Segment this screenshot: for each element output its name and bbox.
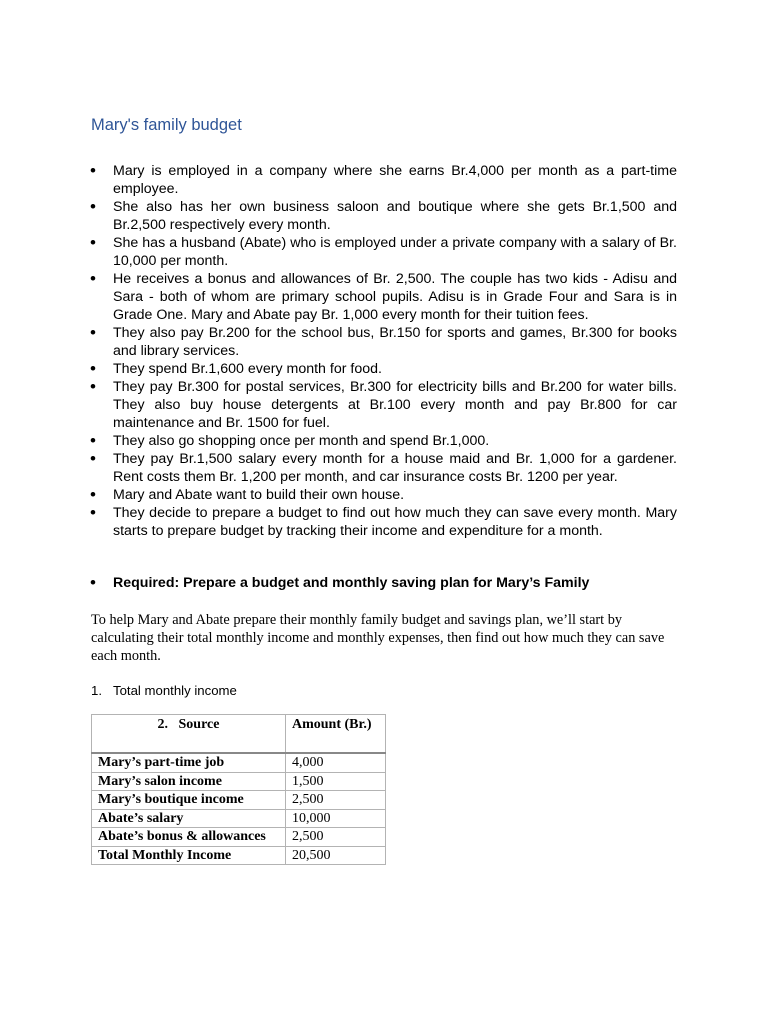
source-column-header: [92, 715, 286, 754]
income-source: Abate’s salary: [92, 809, 286, 828]
section-title: Total monthly income: [113, 683, 237, 698]
bullet-item: • She also has her own business saloon and boutique where she gets Br.1,500 and Br.2,500 respectively every month.: [113, 198, 677, 234]
income-source: Mary’s part-time job: [92, 753, 286, 772]
bullet-item: • She has a husband (Abate) who is employed under a private company with a salary of Br. 10,000 per month.: [113, 234, 677, 270]
bullet-item: • They also go shopping once per month and spend Br.1,000.: [113, 432, 677, 450]
income-amount: 20,500: [286, 846, 386, 865]
bullet-item: • He receives a bonus and allowances of Br. 2,500. The couple has two kids - Adisu and Sara - both of whom are primary school pupils. Adisu is in Grade Four and Sara is in Grade One. Mary and Abate pay Br. 1,000 every month for their tuition fees.: [113, 270, 677, 324]
section-heading: [91, 682, 237, 700]
scenario-bullet-list: [113, 162, 677, 540]
section-number: 1.: [91, 683, 102, 698]
table-row: [92, 828, 386, 847]
table-row: [92, 809, 386, 828]
income-source: Mary’s salon income: [92, 772, 286, 791]
table-row: [92, 791, 386, 810]
bullet-item: • They spend Br.1,600 every month for food.: [113, 360, 677, 378]
income-amount: 1,500: [286, 772, 386, 791]
table-row: [92, 753, 386, 772]
intro-paragraph: To help Mary and Abate prepare their monthly family budget and savings plan, we’ll start by calculating their total monthly income and monthly expenses, then find out how much they can save each month.: [91, 612, 665, 664]
income-table: [91, 714, 386, 865]
income-source: Abate’s bonus & allowances: [92, 828, 286, 847]
bullet-item: • Mary and Abate want to build their own house.: [113, 486, 677, 504]
bullet-item: • They also pay Br.200 for the school bus, Br.150 for sports and games, Br.300 for books and library services.: [113, 324, 677, 360]
header-number: 2.: [157, 717, 169, 732]
bullet-item: • Mary is employed in a company where she earns Br.4,000 per month as a part-time employee.: [113, 162, 677, 198]
bullet-item: • They pay Br.1,500 salary every month for a house maid and Br. 1,000 for a gardener. Rent costs them Br. 1,200 per month, and car insurance costs Br. 1200 per year.: [113, 450, 677, 486]
amount-column-header: Amount (Br.): [286, 715, 386, 754]
income-amount: 2,500: [286, 828, 386, 847]
document-title: Mary's family budget: [91, 116, 242, 134]
table-total-row: [92, 846, 386, 865]
bullet-item: • They decide to prepare a budget to find out how much they can save every month. Mary starts to prepare budget by tracking their income and expenditure for a month.: [113, 504, 677, 540]
table-header-row: [92, 715, 386, 754]
header-source-label: Source: [178, 717, 220, 732]
income-amount: 4,000: [286, 753, 386, 772]
required-task: • Required: Prepare a budget and monthly saving plan for Mary’s Family: [113, 574, 589, 592]
income-source: Total Monthly Income: [92, 846, 286, 865]
table-row: [92, 772, 386, 791]
income-amount: 10,000: [286, 809, 386, 828]
income-amount: 2,500: [286, 791, 386, 810]
bullet-item: • They pay Br.300 for postal services, Br.300 for electricity bills and Br.200 for water bills. They also buy house detergents at Br.100 every month and pay Br.800 for car maintenance and Br. 1500 for fuel.: [113, 378, 677, 432]
income-source: Mary’s boutique income: [92, 791, 286, 810]
